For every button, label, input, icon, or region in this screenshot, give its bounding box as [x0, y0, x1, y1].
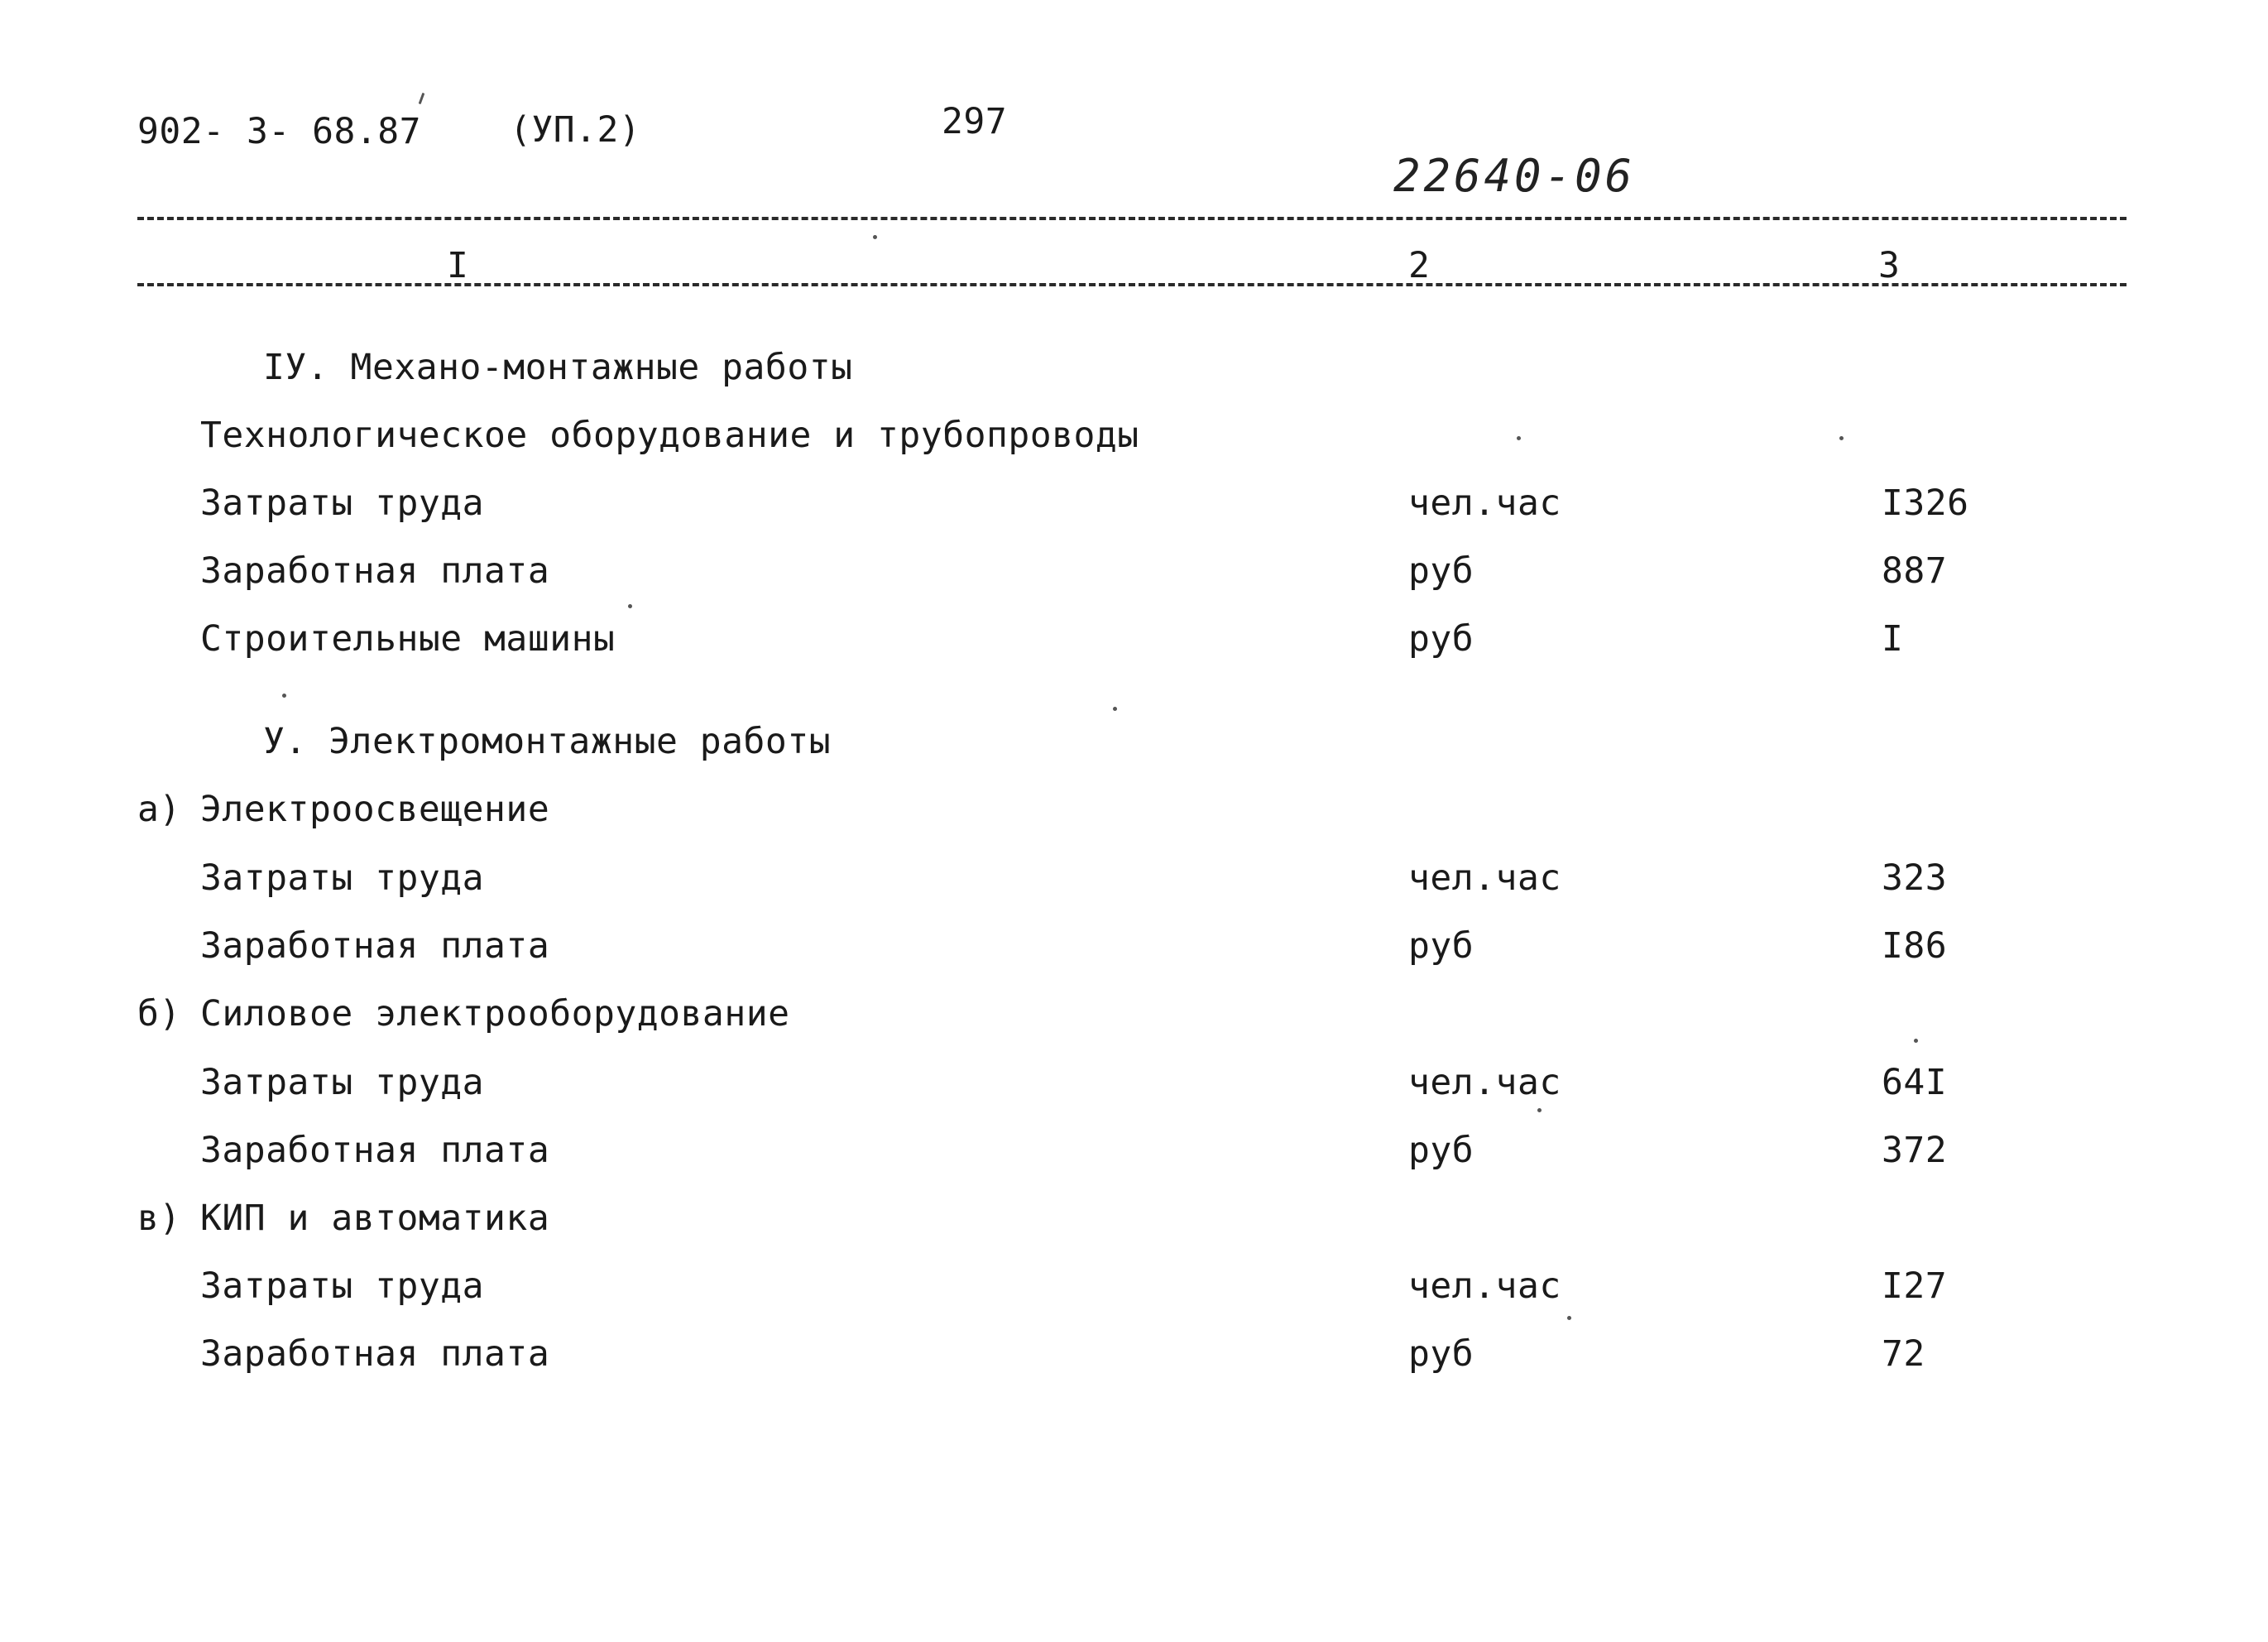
- column-header-2: 2: [1408, 245, 1431, 286]
- row-value: 64I: [1882, 1062, 1948, 1103]
- row-label: Заработная плата: [200, 925, 550, 967]
- section-title: У. Электромонтажные работы: [263, 721, 832, 762]
- row-value: I326: [1882, 483, 1969, 524]
- row-unit: руб: [1408, 618, 1474, 660]
- row-label: Строительные машины: [200, 618, 616, 660]
- row-value: 72: [1882, 1333, 1925, 1375]
- scan-speck: [1839, 436, 1844, 440]
- row-unit: руб: [1408, 1333, 1474, 1375]
- section-title: IУ. Механо-монтажные работы: [263, 347, 853, 388]
- row-unit: руб: [1408, 925, 1474, 967]
- column-header-3: 3: [1878, 245, 1901, 286]
- scan-speck: [1113, 707, 1117, 711]
- row-value: 887: [1882, 550, 1948, 592]
- row-unit: чел.час: [1408, 483, 1561, 524]
- row-unit: руб: [1408, 550, 1474, 592]
- document-code: 902- 3- 68.87: [137, 111, 422, 152]
- row-value: 323: [1882, 857, 1948, 899]
- scan-speck: [1914, 1039, 1918, 1043]
- album-label: (УП.2): [510, 109, 641, 151]
- row-unit: чел.час: [1408, 1062, 1561, 1103]
- section-subtitle: Технологическое оборудование и трубопроводы: [200, 415, 1139, 456]
- scan-speck: [628, 604, 632, 608]
- group-marker: а): [137, 789, 181, 830]
- scan-speck: [419, 93, 425, 104]
- group-title: КИП и автоматика: [200, 1198, 550, 1239]
- row-label: Затраты труда: [200, 857, 485, 899]
- scan-speck: [1537, 1108, 1542, 1112]
- row-label: Заработная плата: [200, 550, 550, 592]
- row-unit: руб: [1408, 1130, 1474, 1171]
- row-value: I: [1882, 618, 1904, 660]
- stamp-number: 22640-06: [1393, 150, 1636, 202]
- column-header-1: I: [447, 245, 469, 286]
- row-label: Затраты труда: [200, 483, 485, 524]
- group-title: Электроосвещение: [200, 789, 550, 830]
- row-label: Затраты труда: [200, 1265, 485, 1307]
- scan-speck: [1567, 1316, 1571, 1320]
- row-value: I27: [1882, 1265, 1948, 1307]
- table-top-rule: [137, 217, 2127, 220]
- table-header-rule: [137, 283, 2127, 286]
- scan-speck: [282, 694, 286, 698]
- scan-speck: [873, 235, 877, 239]
- row-label: Затраты труда: [200, 1062, 485, 1103]
- row-label: Заработная плата: [200, 1333, 550, 1375]
- row-value: 372: [1882, 1130, 1948, 1171]
- group-marker: в): [137, 1198, 181, 1239]
- row-label: Заработная плата: [200, 1130, 550, 1171]
- scan-speck: [1517, 436, 1521, 440]
- group-title: Силовое электрооборудование: [200, 993, 790, 1035]
- group-marker: б): [137, 993, 181, 1035]
- page-number: 297: [942, 101, 1008, 142]
- row-value: I86: [1882, 925, 1948, 967]
- row-unit: чел.час: [1408, 857, 1561, 899]
- row-unit: чел.час: [1408, 1265, 1561, 1307]
